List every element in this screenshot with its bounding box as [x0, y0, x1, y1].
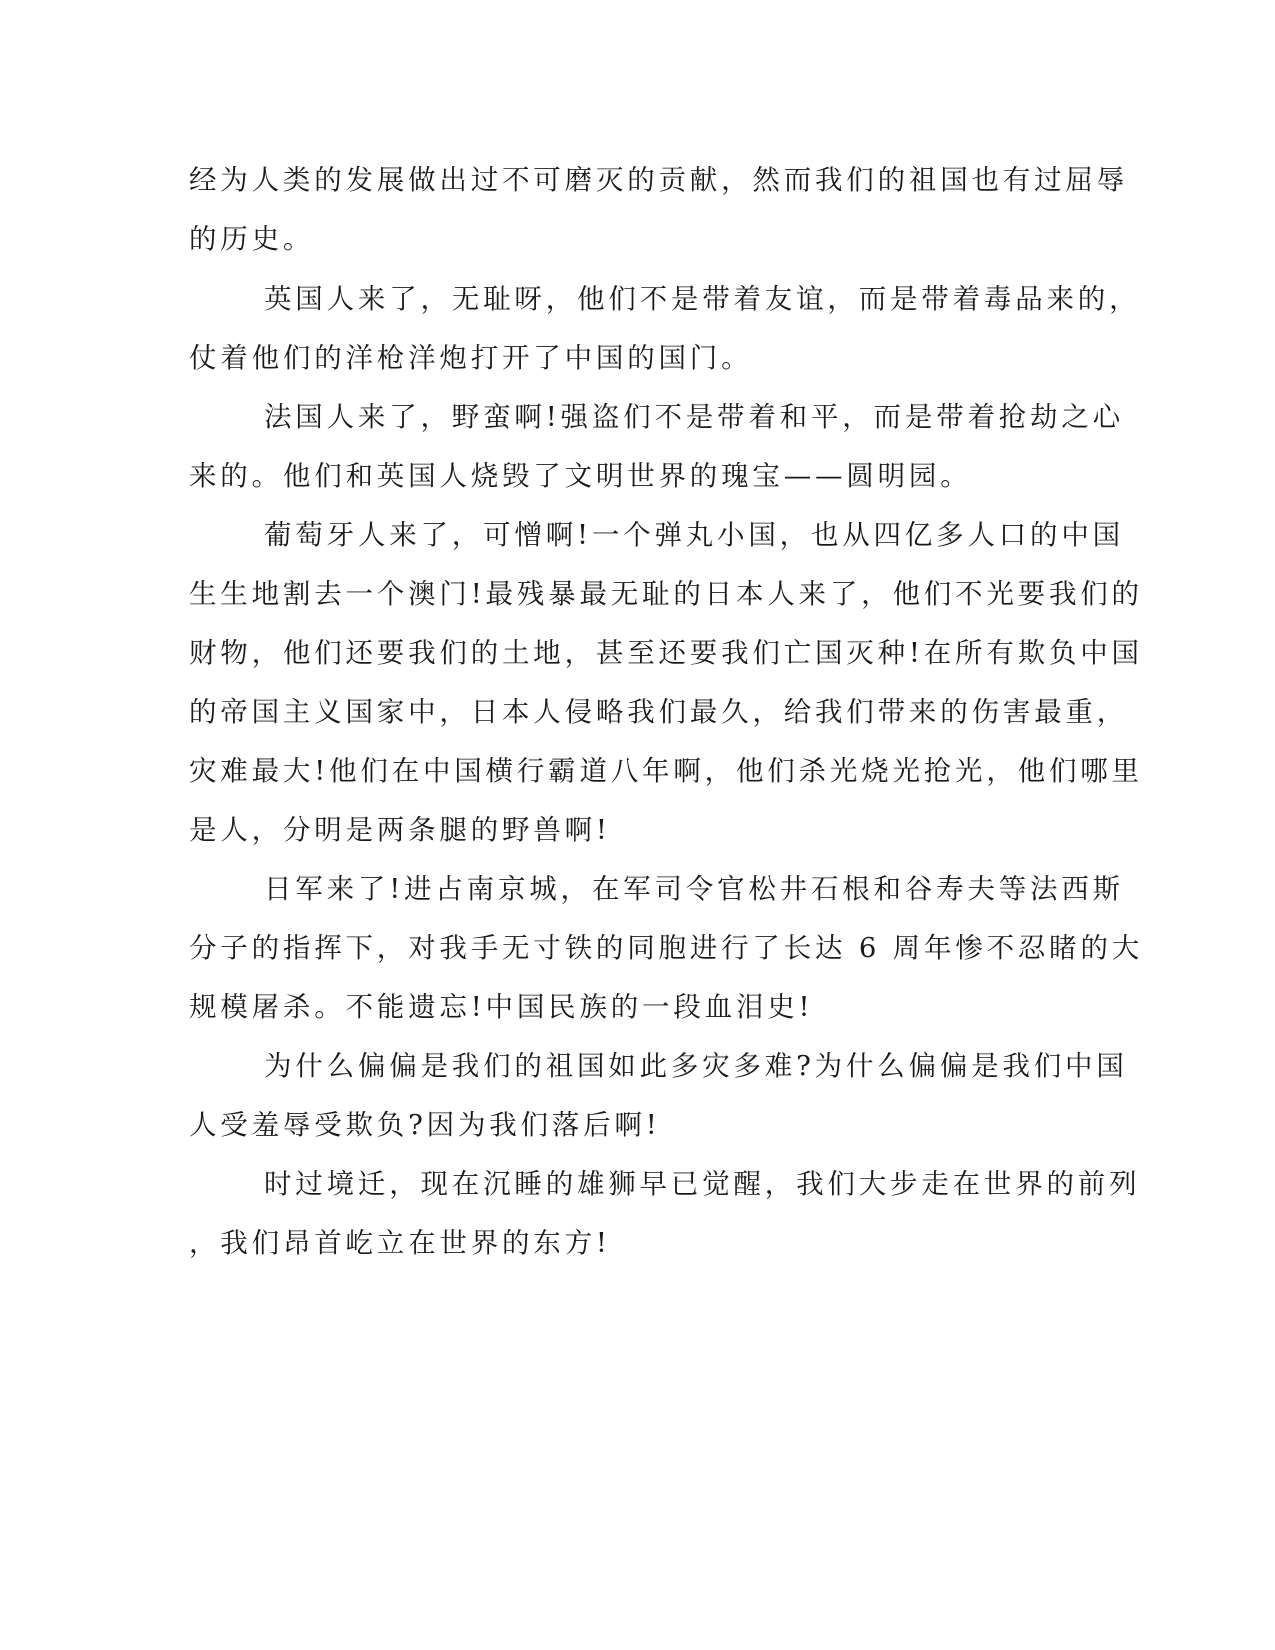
text-line: 来的。他们和英国人烧毁了文明世界的瑰宝——圆明园。 [189, 460, 972, 492]
paragraph-first-line: 法国人来了，野蛮啊!强盗们不是带着和平，而是带着抢劫之心 [264, 401, 1124, 433]
text-line: ，我们昂首屹立在世界的东方! [189, 1227, 611, 1259]
text-line: 经为人类的发展做出过不可磨灭的贡献，然而我们的祖国也有过屈辱 [189, 164, 1128, 196]
text-line: 规模屠杀。不能遗忘!中国民族的一段血泪史! [189, 991, 814, 1023]
paragraph-first-line: 时过境迁，现在沉睡的雄狮早已觉醒，我们大步走在世界的前列 [264, 1168, 1141, 1200]
paragraph-first-line: 为什么偏偏是我们的祖国如此多灾多难?为什么偏偏是我们中国 [264, 1050, 1128, 1082]
text-line: 仗着他们的洋枪洋炮打开了中国的国门。 [189, 342, 753, 374]
text-line: 分子的指挥下，对我手无寸铁的同胞进行了长达 6 周年惨不忍睹的大 [189, 932, 1144, 964]
paragraph-first-line: 日军来了!进占南京城，在军司令官松井石根和谷寿夫等法西斯 [264, 873, 1124, 905]
text-line: 灾难最大!他们在中国横行霸道八年啊，他们杀光烧光抢光，他们哪里 [189, 755, 1143, 787]
text-line: 财物，他们还要我们的土地，甚至还要我们亡国灭种!在所有欺负中国 [189, 637, 1143, 669]
text-line: 生生地割去一个澳门!最残暴最无耻的日本人来了，他们不光要我们的 [189, 578, 1143, 610]
paragraph-first-line: 英国人来了，无耻呀，他们不是带着友谊，而是带着毒品来的， [264, 283, 1141, 315]
text-line: 是人，分明是两条腿的野兽啊! [189, 814, 611, 846]
text-line: 的历史。 [189, 223, 315, 255]
paragraph-first-line: 葡萄牙人来了，可憎啊!一个弹丸小国，也从四亿多人口的中国 [264, 519, 1124, 551]
text-line: 人受羞辱受欺负?因为我们落后啊! [189, 1109, 661, 1141]
text-line: 的帝国主义国家中，日本人侵略我们最久，给我们带来的伤害最重， [189, 696, 1128, 728]
